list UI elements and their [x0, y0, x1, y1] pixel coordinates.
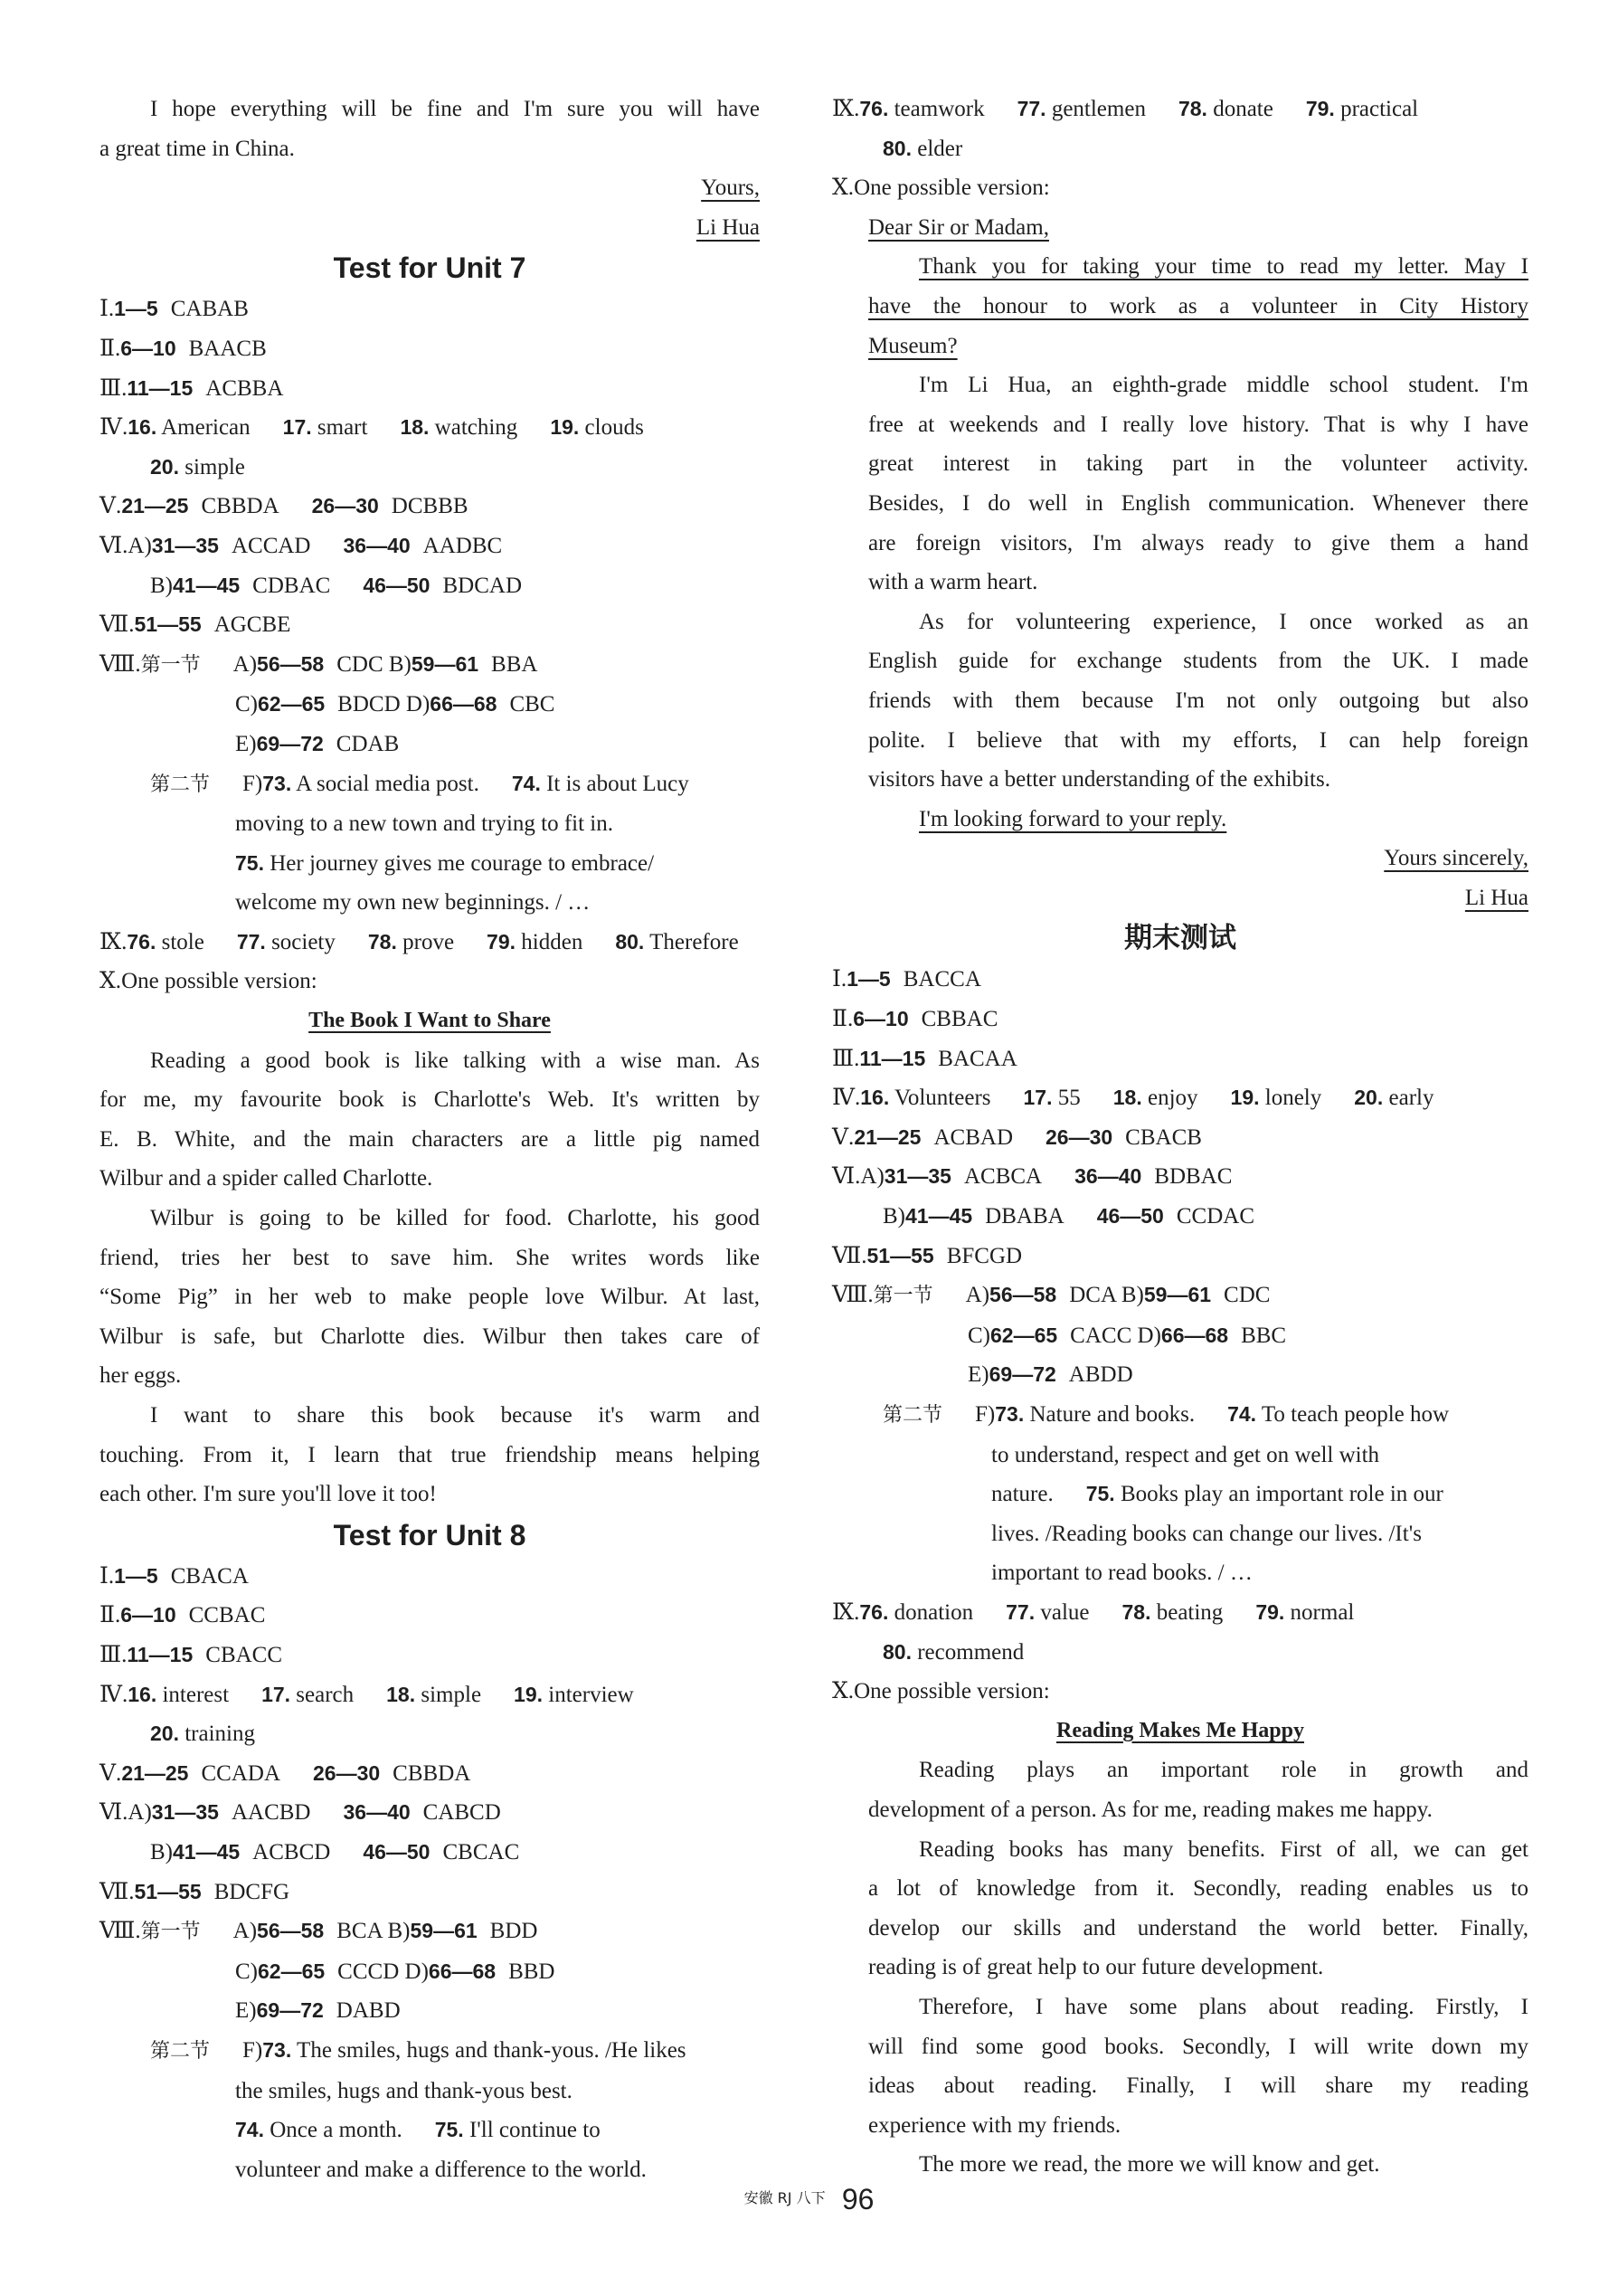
- essay-line: Therefore, I have some plans about reading. Firstly, I: [919, 1994, 1528, 2019]
- answer-row: E)69—72 ABDD: [968, 1362, 1133, 1388]
- essay-line: a lot of knowledge from it. Secondly, reading enables us to: [868, 1876, 1528, 1902]
- answer-row: to understand, respect and get on well with: [991, 1442, 1380, 1467]
- letter-line: Museum?: [868, 333, 958, 358]
- essay-line: reading is of great help to our future development.: [868, 1955, 1324, 1980]
- essay-line: development of a person. As for me, reading makes me happy.: [868, 1797, 1433, 1822]
- section-title-unit8: Test for Unit 8: [333, 1518, 526, 1551]
- essay-line: her eggs.: [99, 1363, 182, 1389]
- essay-line: The more we read, the more we will know and get.: [919, 2152, 1380, 2177]
- answer-row: 第二节 F)73. The smiles, hugs and thank-yous. /He likes: [150, 2037, 686, 2063]
- answer-row: B)41—45 CDBAC 46—50 BDCAD: [150, 573, 522, 598]
- answer-row: E)69—72 CDAB: [235, 731, 400, 756]
- letter-line: visitors have a better understanding of the exhibits.: [868, 767, 1330, 792]
- essay-body: [832, 1750, 1528, 2185]
- closing: Yours sincerely,: [1384, 846, 1528, 871]
- answer-row: 74. Once a month. 75. I'll continue to: [235, 2118, 601, 2143]
- answer-row: 第二节 F)73. A social media post. 74. It is about Lucy: [150, 771, 689, 796]
- letter-line: I'm Li Hua, an eighth-grade middle school student. I'm: [919, 373, 1528, 398]
- letter-line: As for volunteering experience, I once worked as an: [919, 609, 1528, 634]
- essay-line: ideas about reading. Finally, I will share my reading: [868, 2073, 1528, 2099]
- letter-line: polite. I believe that with my efforts, I can help foreign: [868, 727, 1528, 753]
- answer-row: Ⅶ.51—55 AGCBE: [99, 612, 291, 638]
- answer-row: Ⅳ.16. interest 17. search 18. simple 19. interview: [99, 1682, 634, 1707]
- answer-row: Ⅷ.第一节 A)56—58 CDC B)59—61 BBA: [99, 651, 538, 677]
- answer-row: Ⅳ.16. Volunteers 17. 55 18. enjoy 19. lonely 20. early: [832, 1086, 1434, 1111]
- answer-row: Ⅸ.76. stole 77. society 78. prove 79. hidden 80. Therefore: [99, 929, 739, 954]
- page-number: 96: [841, 2183, 875, 2216]
- answer-row: 80. elder: [883, 136, 963, 161]
- signature: Li Hua: [695, 214, 760, 240]
- answer-row: Ⅶ.51—55 BFCGD: [832, 1243, 1023, 1268]
- answer-row: Ⅳ.16. American 17. smart 18. watching 19. clouds: [99, 415, 644, 441]
- answer-row: Ⅴ.21—25 ACBAD 26—30 CBACB: [832, 1124, 1202, 1150]
- answer-row: Ⅱ.6—10 BAACB: [99, 336, 267, 361]
- answer-row: Ⅵ.A)31—35 ACBCA 36—40 BDBAC: [832, 1164, 1233, 1190]
- answer-row: the smiles, hugs and thank-yous best.: [235, 2078, 572, 2103]
- letter-line: free at weekends and I really love history. That is why I have: [868, 412, 1528, 437]
- answer-row: 20. training: [150, 1722, 255, 1747]
- answer-row: Ⅸ.76. teamwork 77. gentlemen 78. donate 79. practical: [832, 97, 1419, 121]
- answer-row: Ⅰ.1—5 CABAB: [99, 297, 249, 322]
- essay-line: Wilbur is safe, but Charlotte dies. Wilbur then takes care of: [99, 1324, 760, 1349]
- essay-line: friend, tries her best to save him. She writes words like: [99, 1245, 760, 1270]
- essay-line: will find some good books. Secondly, I will write down my: [868, 2034, 1528, 2059]
- answer-row: Ⅴ.21—25 CBBDA 26—30 DCBBB: [99, 494, 468, 519]
- answer-row: Ⅵ.A)31—35 ACCAD 36—40 AADBC: [99, 533, 503, 558]
- answer-row: lives. /Reading books can change our lives. /It's: [991, 1521, 1422, 1546]
- answer-row: C)62—65 BDCD D)66—68 CBC: [235, 692, 555, 717]
- letter-line: have the honour to work as a volunteer in City History: [868, 293, 1528, 318]
- essay-line: Wilbur is going to be killed for food. Charlotte, his good: [150, 1206, 760, 1231]
- essay-line: “Some Pig” in her web to make people love Wilbur. At last,: [99, 1285, 760, 1310]
- answer-row: Ⅲ.11—15 BACAA: [832, 1046, 1017, 1071]
- letter-line: are foreign visitors, I'm always ready to give them a hand: [868, 530, 1528, 555]
- answer-row: B)41—45 ACBCD 46—50 CBCAC: [150, 1839, 520, 1864]
- essay-title: Reading Makes Me Happy: [1055, 1718, 1304, 1742]
- essay-line: develop our skills and understand the world better. Finally,: [868, 1915, 1528, 1940]
- answer-row: Ⅲ.11—15 ACBBA: [99, 375, 284, 401]
- answer-row: Ⅷ.第一节 A)56—58 DCA B)59—61 CDC: [832, 1283, 1271, 1308]
- intro-line: a great time in China.: [99, 136, 295, 161]
- answer-row: Ⅴ.21—25 CCADA 26—30 CBBDA: [99, 1760, 471, 1786]
- answer-row: 第二节 F)73. Nature and books. 74. To teach people how: [883, 1402, 1450, 1427]
- book-label: 安徽 RJ 八下: [743, 2189, 826, 2206]
- letter-line: with a warm heart.: [868, 570, 1038, 595]
- letter-line: great interest in taking part in the volunteer activity.: [868, 451, 1528, 477]
- answer-row: Ⅸ.76. donation 77. value 78. beating 79. normal: [832, 1599, 1355, 1625]
- essay-line: E. B. White, and the main characters are a little pig named: [99, 1126, 760, 1152]
- answer-row: volunteer and make a difference to the world.: [235, 2157, 647, 2182]
- right-column: [832, 90, 1528, 2185]
- essay-line: Reading books has many benefits. First of all, we can get: [919, 1836, 1528, 1862]
- answer-row: moving to a new town and trying to fit in.: [235, 811, 614, 837]
- letter-line: Thank you for taking your time to read my letter. May I: [919, 254, 1528, 280]
- essay-line: experience with my friends.: [868, 2112, 1121, 2138]
- page-footer: [0, 2180, 1618, 2217]
- answer-row: Ⅱ.6—10 CCBAC: [99, 1603, 266, 1628]
- essay-line: Wilbur and a spider called Charlotte.: [99, 1166, 433, 1191]
- answer-row: Ⅶ.51—55 BDCFG: [99, 1879, 290, 1904]
- answer-row: Ⅷ.第一节 A)56—58 BCA B)59—61 BDD: [99, 1919, 538, 1944]
- intro-line: I hope everything will be fine and I'm sure you will have: [150, 97, 760, 121]
- section-title-unit7: Test for Unit 7: [333, 251, 526, 285]
- answer-row: 20. simple: [150, 454, 245, 479]
- essay-line: Reading plays an important role in growth and: [919, 1758, 1528, 1783]
- essay-title: The Book I Want to Share: [308, 1009, 551, 1033]
- answer-row: 80. recommend: [883, 1639, 1025, 1665]
- answer-row: Ⅹ.One possible version:: [99, 969, 317, 994]
- letter-greeting: Dear Sir or Madam,: [868, 214, 1049, 240]
- letter-paragraph: [832, 247, 1528, 917]
- essay-line: each other. I'm sure you'll love it too!: [99, 1482, 437, 1507]
- essay-line: touching. From it, I learn that true friendship means helping: [99, 1442, 760, 1467]
- answer-row: Ⅹ.One possible version:: [832, 1679, 1050, 1704]
- answer-row: important to read books. / …: [991, 1561, 1253, 1586]
- letter-line: friends with them because I'm not only outgoing but also: [868, 688, 1528, 713]
- answer-row: Ⅹ.One possible version:: [832, 176, 1050, 201]
- essay-line: for me, my favourite book is Charlotte's Web. It's written by: [99, 1087, 760, 1113]
- answer-row: 75. Her journey gives me courage to embrace/: [235, 850, 655, 876]
- section-title-final: 期末测试: [1124, 922, 1236, 955]
- answer-row: Ⅰ.1—5 CBACA: [99, 1563, 249, 1589]
- closing: Yours,: [701, 176, 760, 201]
- answer-row: welcome my own new beginnings. / …: [235, 890, 591, 916]
- answer-row: Ⅱ.6—10 CBBAC: [832, 1007, 998, 1032]
- letter-line: Besides, I do well in English communication. Whenever there: [868, 490, 1528, 516]
- essay-line: Reading a good book is like talking with a wise man. As: [150, 1048, 760, 1073]
- answer-row: E)69—72 DABD: [235, 1998, 401, 2024]
- letter-line: I'm looking forward to your reply.: [919, 806, 1227, 831]
- essay-line: I want to share this book because it's warm and: [150, 1403, 760, 1428]
- answer-row: C)62—65 CCCD D)66—68 BBD: [235, 1959, 555, 1984]
- signature: Li Hua: [1464, 885, 1528, 910]
- left-column: [99, 90, 760, 2189]
- answer-row: nature. 75. Books play an important role in our: [991, 1482, 1443, 1507]
- answer-row: Ⅵ.A)31—35 AACBD 36—40 CABCD: [99, 1800, 501, 1826]
- letter-line: English guide for exchange students from the UK. I made: [868, 649, 1528, 674]
- answer-row: Ⅰ.1—5 BACCA: [832, 967, 981, 992]
- answer-row: C)62—65 CACC D)66—68 BBC: [968, 1323, 1287, 1348]
- answer-row: B)41—45 DBABA 46—50 CCDAC: [883, 1204, 1254, 1229]
- answer-row: Ⅲ.11—15 CBACC: [99, 1642, 283, 1667]
